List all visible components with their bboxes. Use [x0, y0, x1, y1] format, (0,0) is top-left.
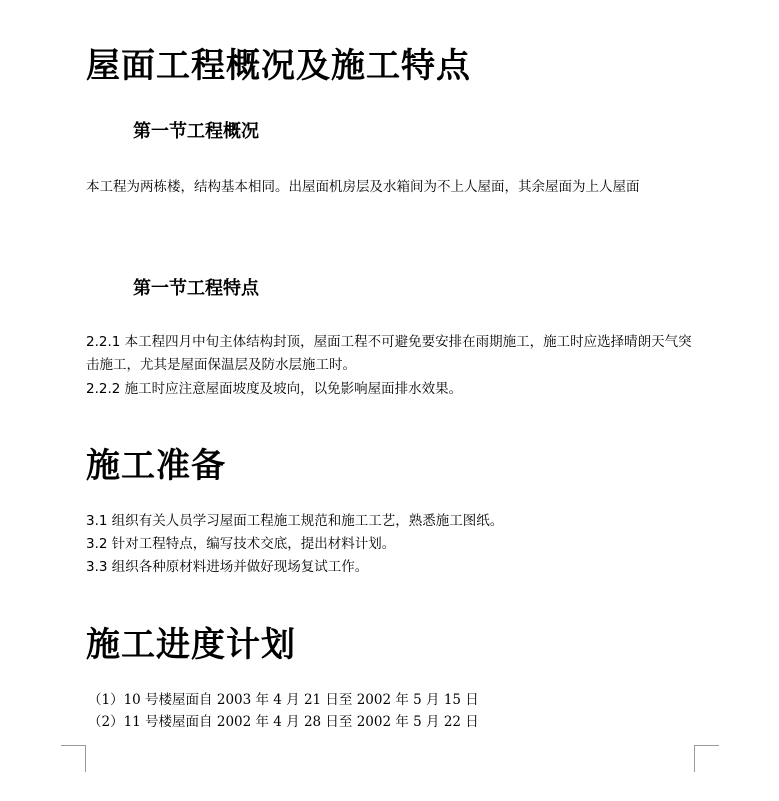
heading-construction-preparation: 施工准备 [86, 446, 226, 486]
list-item-3-2: 3.2 针对工程特点，编写技术交底，提出材料计划。 [86, 536, 396, 552]
heading-roof-overview: 屋面工程概况及施工特点 [86, 46, 471, 86]
schedule-item-building-11: （2）11 号楼屋面自 2002 年 4 月 28 日至 2002 年 5 月 22 日 [88, 714, 479, 730]
page-corner-mark-right [694, 745, 719, 772]
paragraph-project-overview: 本工程为两栋楼，结构基本相同。出屋面机房层及水箱间为不上人屋面，其余屋面为上人屋面 [86, 179, 640, 195]
list-item-3-3: 3.3 组织各种原材料进场并做好现场复试工作。 [86, 559, 369, 575]
list-item-2-2-2: 2.2.2 施工时应注意屋面坡度及坡向，以免影响屋面排水效果。 [86, 381, 463, 397]
list-item-2-2-1: 2.2.1 本工程四月中旬主体结构封顶，屋面工程不可避免要安排在雨期施工，施工时应选择晴朗天气突击施工，尤其是屋面保温层及防水层施工时。 [86, 334, 692, 373]
subheading-project-features: 第一节工程特点 [133, 278, 259, 299]
heading-construction-schedule: 施工进度计划 [86, 625, 296, 665]
subheading-project-overview: 第一节工程概况 [133, 121, 259, 142]
list-item-3-1: 3.1 组织有关人员学习屋面工程施工规范和施工工艺，熟悉施工图纸。 [86, 513, 504, 529]
schedule-item-building-10: （1）10 号楼屋面自 2003 年 4 月 21 日至 2002 年 5 月 15 日 [88, 692, 479, 708]
page-corner-mark-left [61, 745, 86, 772]
